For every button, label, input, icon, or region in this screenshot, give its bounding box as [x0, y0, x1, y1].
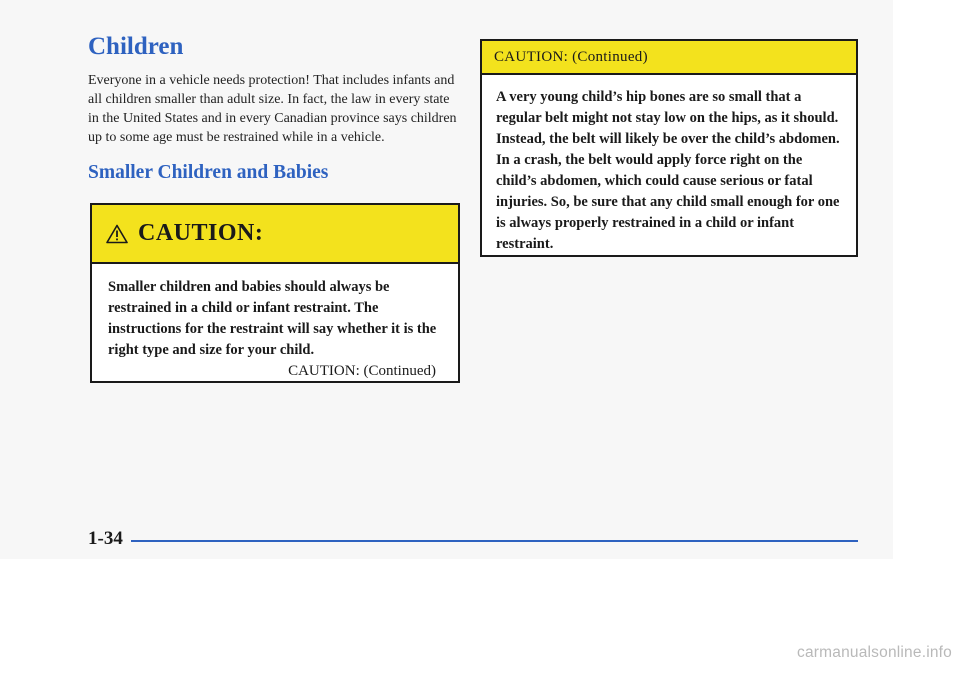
footer-rule — [131, 540, 858, 542]
warning-triangle-icon — [106, 224, 128, 244]
caution-header — [92, 205, 458, 264]
caution-body — [92, 264, 458, 382]
left-column — [88, 32, 460, 383]
caution-text: Smaller children and babies should always be restrained in a child or infant restraint. The instructions for the restraint will say whether it is the right type and size for your child. — [108, 279, 437, 358]
intro-paragraph: Everyone in a vehicle needs protection! That includes infants and all children smaller than adult size. In fact, the law in every state in the United States and in every Canadian province says children up to some age must be restrained while in a vehicle. — [88, 73, 457, 145]
page-footer — [88, 528, 858, 550]
caution-continued-note: CAUTION: (Continued) — [288, 363, 436, 379]
caution-continued-heading: CAUTION: (Continued) — [494, 48, 648, 65]
right-column — [480, 39, 856, 257]
caution-continued-body: A very young child’s hip bones are so small that a regular belt might not stay low on the hips, as it should. Instead, the belt will likely be over the child’s abdomen. In a crash, the belt would apply force right on the child’s abdomen, which could cause serious or fatal injuries. So, be sure that any child small enough for one is always properly restrained in a child or infant restraint. — [496, 89, 840, 252]
page-number: 1-34 — [88, 528, 123, 549]
watermark: carmanualsonline.info — [797, 644, 952, 661]
caution-header-continued — [482, 41, 856, 75]
caution-box — [90, 203, 460, 383]
caution-box-continued — [480, 39, 858, 257]
caution-heading: CAUTION: — [138, 220, 264, 246]
section-heading: Smaller Children and Babies — [88, 162, 329, 183]
page-title: Children — [88, 33, 184, 60]
